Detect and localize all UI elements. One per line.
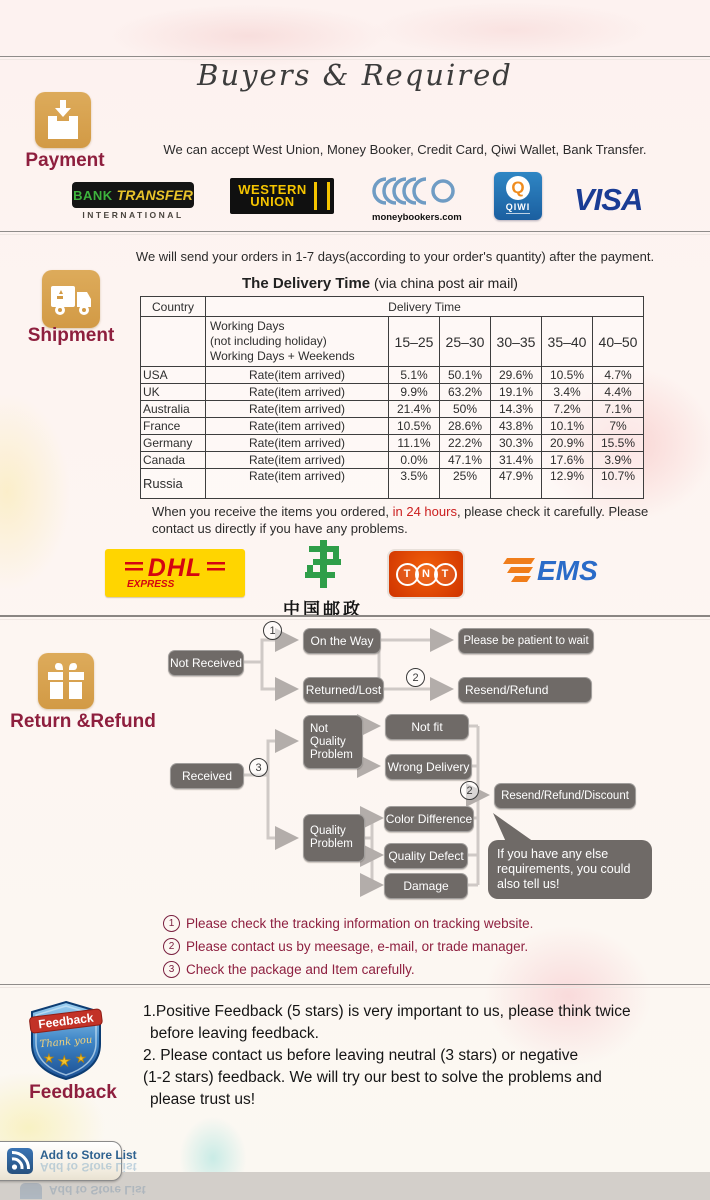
tnt-letter: N [415,563,438,586]
truck-icon [42,270,100,328]
union-word: UNION [250,194,295,209]
table-header-range: 15–25 [389,317,440,367]
bank-transfer-logo [72,182,194,220]
ems-wordmark: EMS [537,555,598,586]
gift-icon [38,653,94,709]
receive-note-highlight: in 24 hours [392,504,457,519]
svg-text:★: ★ [58,1054,71,1070]
feedback-badge-title: Feedback [37,1010,95,1032]
speech-bubble-tail [493,813,534,842]
shipment-icon [42,270,100,328]
western-union-bars [314,182,330,210]
table-header-range: 40–50 [593,317,644,367]
delivery-time-table [140,296,644,499]
delivery-table-title [140,275,620,293]
feedback-badge-subtitle: Thank you [39,1034,93,1051]
qiwi-logo [494,172,542,220]
add-to-store-label-mirror: Add to Store List [40,1160,137,1174]
flow-quality-problem: Quality Problem [303,814,365,862]
feedback-shield-icon [24,998,108,1082]
flow-received: Received [170,763,244,789]
bank-transfer-international-word: INTERNATIONAL [82,210,184,220]
flow-resend-refund-discount: Resend/Refund/Discount [494,783,636,809]
moneybookers-logo [372,176,460,223]
table-row: Australia Rate(item arrived) 21.4% 50% 14.3% 7.2% 7.1% [141,401,644,418]
china-post-emblem-icon [297,538,349,590]
button-reflection: Add to Store List [20,1183,146,1199]
flow-resend-refund: Resend/Refund [458,677,592,703]
bank-transfer-bank-word: BANK [73,187,113,203]
store-feed-icon [7,1148,33,1174]
table-header-working-days: Working Days (not including holiday) Working Days + Weekends [206,317,389,367]
table-header-range: 30–35 [491,317,542,367]
divider [0,231,710,235]
table-row: Germany Rate(item arrived) 11.1% 22.2% 30.3% 20.9% 15.5% [141,435,644,452]
store-feed-icon-reflection [20,1183,42,1199]
moneybookers-arcs-icon [372,176,460,206]
payment-icon [35,92,91,148]
qiwi-q-letter: Q [506,176,530,200]
table-row: Russia Rate(item arrived) 3.5% 25% 47.9% 12.9% 10.7% [141,469,644,499]
payment-deposit-icon [35,92,91,148]
return-refund-section-label: Return &Refund [10,711,156,732]
feedback-line: 1.Positive Feedback (5 stars) is very important to us, please think twice [143,1003,631,1020]
flow-not-quality-problem: Not Quality Problem [303,715,363,769]
svg-text:★: ★ [76,1052,86,1065]
bank-transfer-transfer-word: TRANSFER [116,187,193,203]
qiwi-wordmark: QIWI [505,202,531,212]
dhl-wordmark: DHL [125,557,225,579]
table-header-range: 35–40 [542,317,593,367]
feedback-line: please trust us! [150,1091,256,1108]
feedback-line: (1-2 stars) feedback. We will try our best to solve the problems and [143,1069,602,1086]
flow-be-patient: Please be patient to wait [458,628,594,654]
tnt-letter: T [396,563,419,586]
flow-speech-bubble: If you have any else requirements, you could also tell us! [488,840,652,899]
shipment-intro: We will send your orders in 1-7 days(according to your order's quantity) after the payment. [135,249,655,264]
add-to-store-label: Add to Store List [40,1148,137,1162]
svg-text:★: ★ [44,1052,54,1065]
table-row: France Rate(item arrived) 10.5% 28.6% 43.8% 10.1% 7% [141,418,644,435]
add-to-store-list-button[interactable] [0,1141,137,1181]
visa-logo: VISA [574,182,643,217]
shipment-section-label: Shipment [27,325,115,346]
flow-step-1-marker: 1 [263,621,282,640]
moneybookers-wordmark: moneybookers.com [372,212,462,223]
payment-section-label: Payment [25,150,105,171]
feedback-badge [24,998,108,1087]
table-header-delivery-time: Delivery Time [206,297,644,317]
flow-note: 3 Check the package and Item carefully. [163,961,415,978]
flow-step-3-marker: 3 [249,758,268,777]
ems-stripes-icon [497,554,537,588]
delivery-table-title-bold: The Delivery Time [242,275,371,292]
tnt-letter: T [434,563,457,586]
flow-returned-lost: Returned/Lost [303,677,384,703]
ems-logo [497,554,598,588]
feedback-line: before leaving feedback. [150,1025,319,1042]
payment-description: We can accept West Union, Money Booker, Credit Card, Qiwi Wallet, Bank Transfer. [163,142,647,157]
flow-not-received: Not Received [168,650,244,676]
western-union-logo [230,178,334,214]
flow-color-difference: Color Difference [384,806,474,832]
dhl-express-label: EXPRESS [127,578,175,590]
china-post-wordmark: 中国邮政 [283,600,363,619]
flow-quality-defect: Quality Defect [384,843,468,869]
table-row: Canada Rate(item arrived) 0.0% 47.1% 31.4% 17.6% 3.9% [141,452,644,469]
feedback-section-label: Feedback [29,1082,117,1103]
flow-damage: Damage [384,873,468,899]
dhl-logo [105,549,245,597]
divider [0,984,710,988]
flow-note: 2 Please contact us by meesage, e-mail, or trade manager. [163,938,528,955]
flow-step-2-marker: 2 [460,781,479,800]
table-row: UK Rate(item arrived) 9.9% 63.2% 19.1% 3.4% 4.4% [141,384,644,401]
table-header-range: 25–30 [440,317,491,367]
table-row: USA Rate(item arrived) 5.1% 50.1% 29.6% 10.5% 4.7% [141,367,644,384]
delivery-table-title-suffix: (via china post air mail) [370,275,518,291]
flow-step-2-marker: 2 [406,668,425,687]
table-header-country: Country [141,297,206,317]
tnt-logo [389,551,463,597]
western-word: WESTERN [238,182,307,197]
feedback-text [143,1001,673,1111]
flow-wrong-delivery: Wrong Delivery [385,754,472,780]
feedback-line: 2. Please contact us before leaving neutral (3 stars) or negative [143,1047,579,1064]
china-post-logo [283,538,363,620]
flow-on-the-way: On the Way [303,628,381,654]
return-refund-icon [38,653,94,709]
receive-note: When you receive the items you ordered, in 24 hours, please check it carefully. Please contact us directly if you have any problems. [152,504,649,536]
flow-not-fit: Not fit [385,714,469,740]
flow-note: 1 Please check the tracking information on tracking website. [163,915,533,932]
page-title: Buyers & Required [197,58,513,92]
